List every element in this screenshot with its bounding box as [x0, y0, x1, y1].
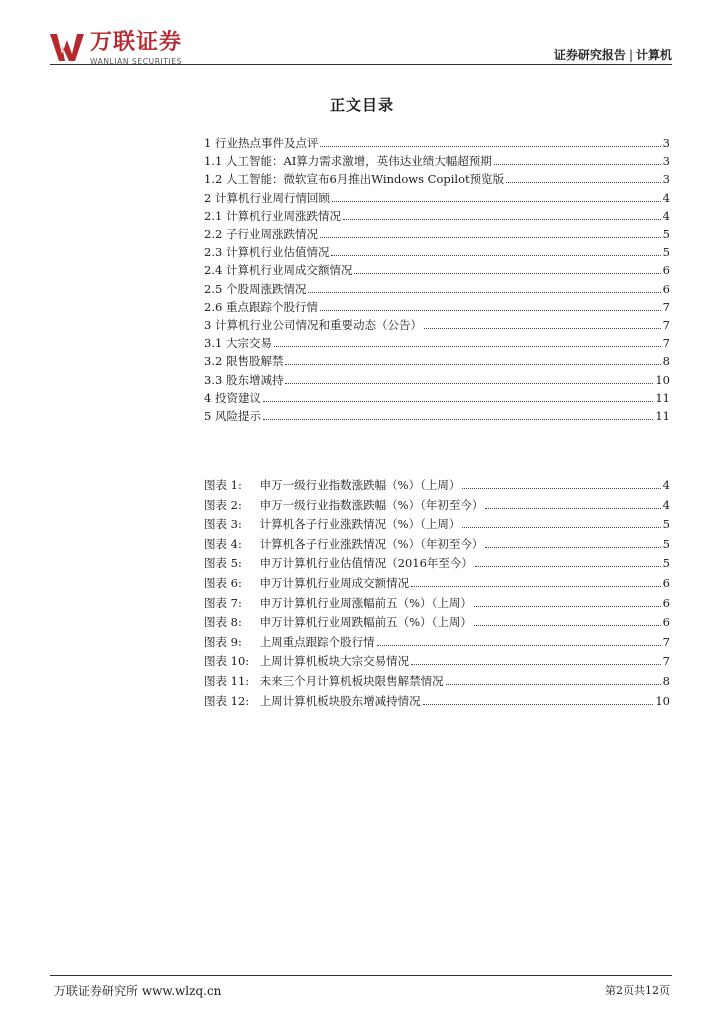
page-ref: 5 [662, 536, 670, 551]
dot-leader [331, 254, 660, 256]
section-label: 计算机行业估值情况 [225, 245, 330, 260]
wanlian-logo-icon [50, 32, 86, 62]
figure-number: 图表 5: [204, 556, 242, 571]
page-number: 第2页共12页 [605, 984, 670, 997]
page-ref: 6 [662, 281, 670, 296]
figure-number: 图表 12: [204, 693, 250, 708]
page-ref: 10 [655, 693, 670, 708]
figure-number: 图表 10: [204, 654, 250, 669]
figure-label: 申万计算机行业周跌幅前五（%）（上周） [259, 615, 472, 630]
figure-number: 图表 7: [204, 595, 242, 610]
section-label: 行业热点事件及点评 [214, 136, 319, 150]
page-ref: 11 [655, 409, 670, 423]
figure-label: 申万计算机行业估值情况（2016年至今） [259, 556, 473, 571]
figure-entry[interactable] [204, 494, 670, 512]
dot-leader [494, 163, 661, 165]
toc-entry[interactable] [204, 150, 670, 168]
dot-leader [332, 200, 661, 202]
page-ref: 3 [662, 154, 670, 169]
figure-number: 图表 11: [204, 674, 250, 688]
page-ref: 8 [662, 674, 670, 688]
page-ref: 6 [662, 576, 670, 590]
dot-leader [424, 327, 661, 329]
toc-entry[interactable] [204, 314, 670, 332]
figure-entry[interactable] [204, 650, 670, 668]
dot-leader [274, 345, 661, 347]
dot-leader [263, 418, 653, 420]
figure-entry[interactable] [204, 552, 670, 570]
page-ref: 6 [662, 263, 670, 278]
company-logo [50, 32, 182, 66]
dot-leader [411, 663, 661, 665]
figure-number: 图表 4: [204, 536, 242, 551]
section-label: 重点跟踪个股行情 [225, 299, 318, 314]
page-ref: 5 [662, 227, 670, 241]
figure-entry[interactable] [204, 631, 670, 649]
toc-entry[interactable] [204, 296, 670, 314]
page-ref: 11 [655, 390, 670, 405]
section-number: 5 [204, 409, 212, 423]
section-label: 人工智能：微软宣布6月推出Windows Copilot预览版 [225, 172, 505, 187]
page-ref: 7 [662, 318, 670, 332]
figure-label: 上周计算机板块股东增减持情况 [259, 693, 421, 708]
dot-leader [474, 624, 661, 626]
section-number: 2.3 [204, 245, 223, 260]
page-ref: 6 [662, 615, 670, 630]
toc-entry[interactable] [204, 350, 670, 368]
figure-number: 图表 8: [204, 615, 242, 630]
section-label: 股东增减持 [225, 372, 284, 387]
toc-entry[interactable] [204, 387, 670, 405]
toc-entry[interactable] [204, 223, 670, 241]
dot-leader [285, 382, 653, 384]
page-ref: 10 [655, 372, 670, 387]
figure-label: 申万一级行业指数涨跌幅（%）（年初至今） [259, 497, 484, 512]
section-number: 1.2 [204, 172, 223, 187]
section-number: 2.2 [204, 227, 223, 241]
toc-entry[interactable] [204, 168, 670, 186]
section-number: 4 [204, 390, 212, 405]
logo-english-name: WANLIAN SECURITIES [90, 57, 183, 66]
dot-leader [475, 565, 661, 567]
section-number: 1 [204, 136, 212, 150]
dot-leader [474, 605, 661, 607]
page-ref: 7 [662, 654, 670, 669]
figure-label: 计算机各子行业涨跌情况（%）（上周） [259, 517, 461, 532]
figure-entry[interactable] [204, 670, 670, 688]
toc-entry[interactable] [204, 205, 670, 223]
report-type: 证券研究报告 [553, 48, 626, 62]
industry-name: 计算机 [635, 48, 672, 62]
page-ref: 4 [662, 190, 670, 205]
section-label: 大宗交易 [225, 336, 272, 351]
section-number: 2.5 [204, 281, 223, 296]
figure-entry[interactable] [204, 572, 670, 590]
figure-entry[interactable] [204, 474, 670, 492]
dot-leader [411, 585, 661, 587]
page-ref: 7 [662, 299, 670, 314]
footer-divider [50, 975, 672, 976]
dot-leader [320, 309, 661, 311]
section-label: 计算机行业周行情回顾 [214, 190, 330, 205]
dot-leader [506, 181, 661, 183]
dot-leader [377, 644, 661, 646]
page-ref: 7 [662, 336, 670, 351]
header-divider [50, 64, 672, 65]
section-number: 3.2 [204, 354, 223, 369]
figure-entry[interactable] [204, 611, 670, 629]
page-ref: 4 [662, 478, 670, 492]
page-ref: 6 [662, 595, 670, 610]
section-label: 投资建议 [214, 390, 261, 405]
section-number: 3.3 [204, 372, 223, 387]
figure-label: 申万计算机行业周涨幅前五（%）（上周） [259, 595, 472, 610]
dot-leader [423, 703, 654, 705]
page-header [0, 0, 724, 70]
figure-number: 图表 6: [204, 576, 242, 590]
figure-number: 图表 1: [204, 478, 242, 492]
figure-number: 图表 3: [204, 517, 242, 532]
section-number: 2.6 [204, 299, 223, 314]
header-separator: | [628, 48, 633, 62]
figure-entry[interactable] [204, 690, 670, 708]
toc-entry[interactable] [204, 241, 670, 259]
figure-label: 计算机各子行业涨跌情况（%）（年初至今） [259, 536, 484, 551]
dot-leader [320, 236, 661, 238]
figure-number: 图表 9: [204, 634, 242, 649]
page-ref: 3 [662, 136, 670, 150]
header-report-label [554, 46, 672, 63]
section-number: 2.1 [204, 208, 223, 223]
section-label: 计算机行业周成交额情况 [225, 263, 353, 278]
dot-leader [320, 145, 660, 147]
page-ref: 7 [662, 634, 670, 649]
section-number: 2.4 [204, 263, 223, 278]
dot-leader [462, 487, 660, 489]
figure-entry[interactable] [204, 592, 670, 610]
toc-entry[interactable] [204, 132, 670, 150]
dot-leader [485, 507, 660, 509]
section-label: 计算机行业周涨跌情况 [225, 208, 341, 223]
section-number: 3 [204, 318, 212, 332]
footer-source: 万联证券研究所 www.wlzq.cn [54, 984, 222, 998]
toc-entry[interactable] [204, 369, 670, 387]
figure-entry[interactable] [204, 533, 670, 551]
section-number: 2 [204, 190, 212, 205]
page-ref: 5 [662, 517, 670, 532]
page-ref: 4 [662, 208, 670, 223]
dot-leader [308, 291, 660, 293]
figure-label: 上周重点跟踪个股行情 [259, 634, 375, 649]
toc-entry[interactable] [204, 405, 670, 423]
figure-label: 申万计算机行业周成交额情况 [259, 576, 410, 590]
section-label: 限售股解禁 [225, 354, 284, 369]
dot-leader [462, 526, 660, 528]
figure-label: 申万一级行业指数涨跌幅（%）（上周） [259, 478, 461, 492]
page-ref: 4 [662, 497, 670, 512]
page-ref: 5 [662, 245, 670, 260]
toc-entry[interactable] [204, 278, 670, 296]
toc-entry[interactable] [204, 259, 670, 277]
toc-entry[interactable] [204, 187, 670, 205]
toc-title: 正文目录 [329, 96, 394, 114]
figure-number: 图表 2: [204, 497, 242, 512]
figure-entry[interactable] [204, 513, 670, 531]
section-label: 子行业周涨跌情况 [225, 227, 318, 241]
section-number: 3.1 [204, 336, 223, 351]
logo-chinese-name: 万联证券 [90, 30, 183, 55]
dot-leader [343, 218, 661, 220]
section-number: 1.1 [204, 154, 223, 169]
page-ref: 5 [662, 556, 670, 571]
dot-leader [263, 400, 653, 402]
toc-entry[interactable] [204, 332, 670, 350]
section-label: 计算机行业公司情况和重要动态（公告） [214, 318, 422, 332]
dot-leader [485, 546, 660, 548]
dot-leader [285, 363, 660, 365]
section-label: 人工智能：AI算力需求激增，英伟达业绩大幅超预期 [225, 154, 492, 169]
figure-label: 上周计算机板块大宗交易情况 [259, 654, 410, 669]
figure-label: 未来三个月计算机板块限售解禁情况 [259, 674, 444, 688]
page-ref: 8 [662, 354, 670, 369]
page-ref: 3 [662, 172, 670, 187]
section-label: 风险提示 [214, 409, 261, 423]
dot-leader [354, 272, 660, 274]
dot-leader [446, 683, 661, 685]
section-label: 个股周涨跌情况 [225, 281, 307, 296]
